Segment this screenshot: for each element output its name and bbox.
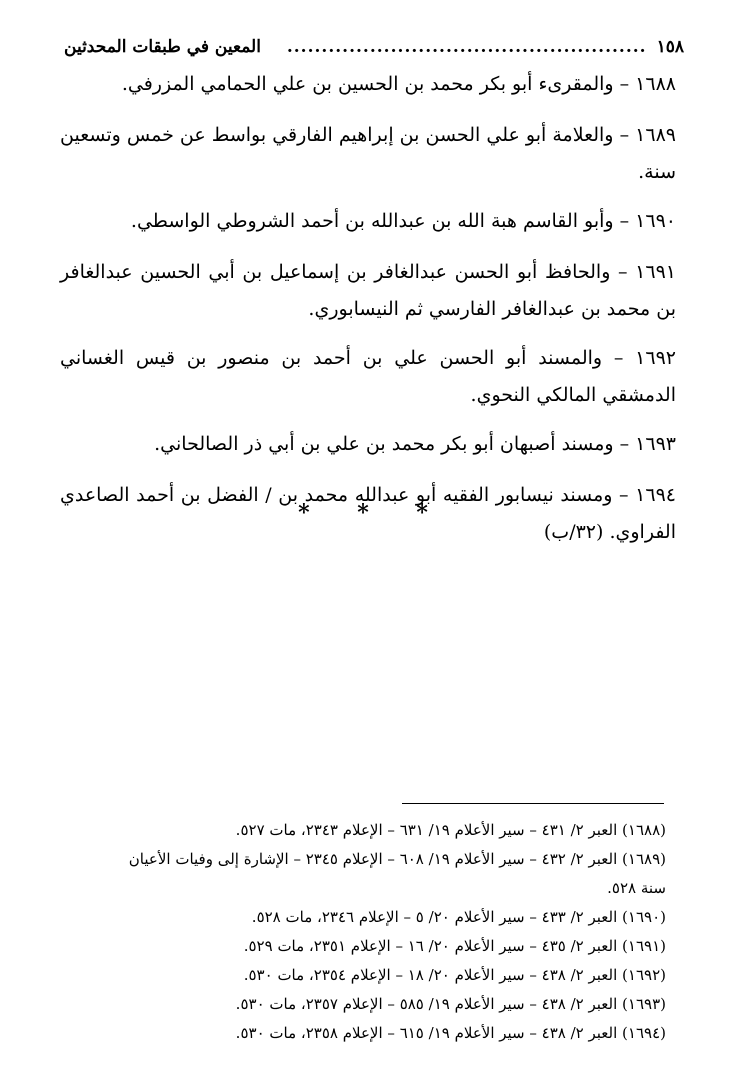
entry-1694: ١٦٩٤ – ومسند نيسابور الفقيه أبو عبدالله محمد بن / الفضل بن أحمد الصاعدي الفراوي. (٣٢/ب) — [60, 484, 676, 543]
footnote-1688: (١٦٨٨) العبر ٢/ ٤٣١ – سير الأعلام ١٩/ ٦٣١ – الإعلام ٢٣٤٣، مات ٥٢٧. — [235, 821, 666, 839]
entries-list — [60, 66, 676, 563]
footnote-1689: (١٦٨٩) العبر ٢/ ٤٣٢ – سير الأعلام ١٩/ ٦٠٨ – الإعلام ٢٣٤٥ – الإشارة إلى وفيات الأعيان — [128, 850, 666, 868]
entry-1691: ١٦٩١ – والحافظ أبو الحسن عبدالغافر بن إسماعيل بن أبي الحسين عبدالغافر بن محمد بن عبدالغافر الفارسي ثم النيسابوري. — [60, 261, 676, 320]
entry-1693: ١٦٩٣ – ومسند أصبهان أبو بكر محمد بن علي بن أبي ذر الصالحاني. — [154, 433, 676, 455]
book-title: المعين في طبقات المحدثين — [64, 37, 261, 57]
footnote-1689-continuation: سنة ٥٢٨. — [607, 879, 666, 897]
footnote-1690: (١٦٩٠) العبر ٢/ ٤٣٣ – سير الأعلام ٢٠/ ٥ – الإعلام ٢٣٤٦، مات ٥٢٨. — [251, 908, 666, 926]
footnote-1694: (١٦٩٤) العبر ٢/ ٤٣٨ – سير الأعلام ١٩/ ٦١٥ – الإعلام ٢٣٥٨، مات ٥٣٠. — [235, 1024, 666, 1042]
footnote-1691: (١٦٩١) العبر ٢/ ٤٣٥ – سير الأعلام ٢٠/ ١٦ – الإعلام ٢٣٥١، مات ٥٢٩. — [243, 937, 666, 955]
entry-1692: ١٦٩٢ – والمسند أبو الحسن علي بن أحمد بن منصور بن قيس الغساني الدمشقي المالكي النحوي. — [60, 347, 676, 406]
footnote-1693: (١٦٩٣) العبر ٢/ ٤٣٨ – سير الأعلام ١٩/ ٥٨٥ – الإعلام ٢٣٥٧، مات ٥٣٠. — [235, 995, 666, 1013]
header-leader-dots: .................................................... — [286, 37, 647, 57]
page-number: ١٥٨ — [656, 37, 684, 57]
footnote-divider — [402, 803, 664, 804]
running-header — [64, 34, 684, 60]
entry-1689: ١٦٨٩ – والعلامة أبو علي الحسن بن إبراهيم الفارقي بواسط عن خمس وتسعين سنة. — [60, 124, 676, 183]
footnote-1692: (١٦٩٢) العبر ٢/ ٤٣٨ – سير الأعلام ٢٠/ ١٨ – الإعلام ٢٣٥٤، مات ٥٣٠. — [243, 966, 666, 984]
entry-1688: ١٦٨٨ – والمقرىء أبو بكر محمد بن الحسين بن علي الحمامي المزرفي. — [121, 73, 676, 95]
entry-1690: ١٦٩٠ – وأبو القاسم هبة الله بن عبدالله بن أحمد الشروطي الواسطي. — [130, 210, 676, 232]
footnotes-list — [60, 816, 666, 1048]
section-separator: * * * — [298, 500, 448, 526]
